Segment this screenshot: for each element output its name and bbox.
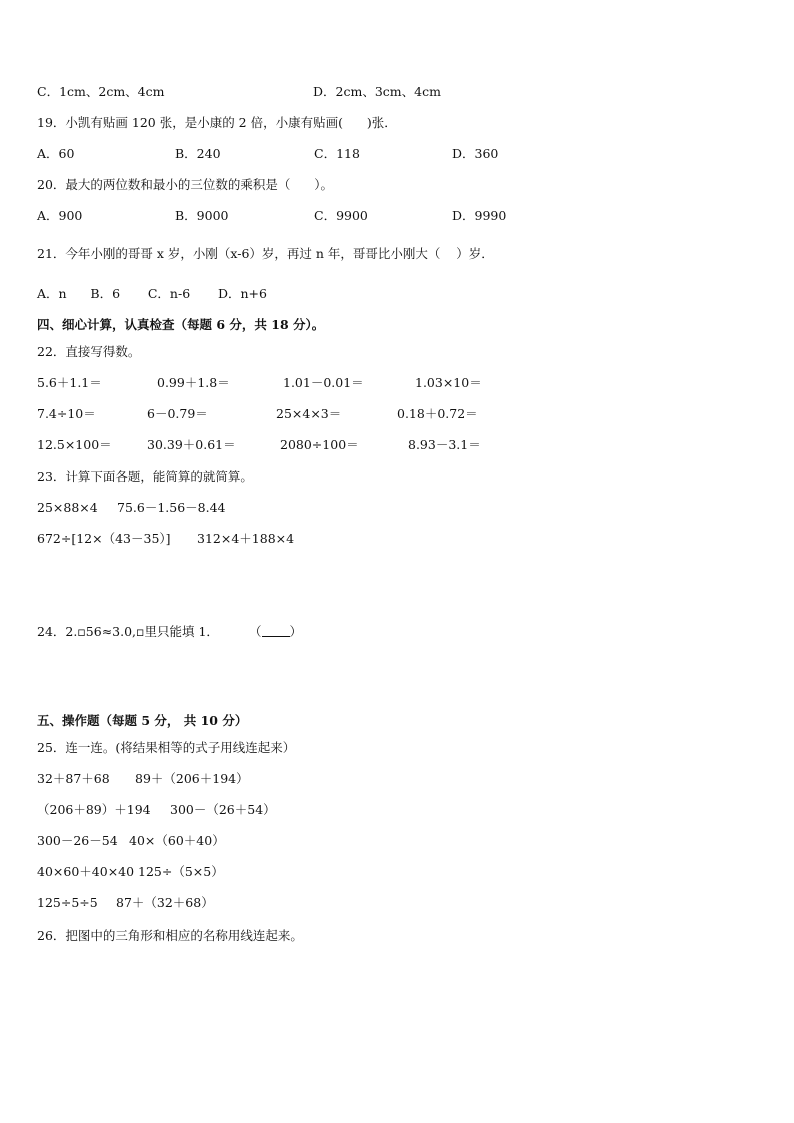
q23-item: 312×4＋188×4 [197,531,295,546]
q23-item: 25×88×4 [37,500,98,515]
q20-stem: 20．最大的两位数和最小的三位数的乘积是（ ）。 [37,177,333,192]
q21-options: A．n B．6 C．n-6 D．n+6 [37,286,267,301]
q19-option-d: D．360 [452,146,499,161]
q23-stem: 23．计算下面各题，能简算的就简算。 [37,469,253,484]
q24-paren-close: ） [289,624,303,639]
q23-item: 75.6－1.56－8.44 [117,500,226,515]
q20-option-d: D．9990 [452,208,507,223]
section4-heading: 四、细心计算，认真检查（每题 6 分，共 18 分）。 [37,317,325,332]
q25-left-expr: 125÷5÷5 [37,895,98,910]
q25-right-expr: 125÷（5×5） [138,864,224,879]
q22-item: 30.39＋0.61＝ [147,437,236,452]
q20-option-a: A．900 [37,208,83,223]
q24-answer-blank[interactable] [249,624,302,640]
q18-option-c: C．1cm、2cm、4cm [37,84,165,99]
q25-right-expr: 89＋（206＋194） [135,771,249,786]
q19-option-a: A．60 [37,146,75,161]
q22-item: 7.4÷10＝ [37,406,96,421]
section5-heading: 五、操作题（每题 5 分， 共 10 分） [37,713,248,728]
q20-option-b: B．9000 [175,208,229,223]
q22-item: 25×4×3＝ [276,406,342,421]
q25-left-expr: （206＋89）＋194 [37,802,151,817]
q25-left-expr: 40×60＋40×40 [37,864,135,879]
answer-underline [262,624,290,637]
q22-item: 1.01－0.01＝ [283,375,364,390]
q21-stem: 21．今年小刚的哥哥 x 岁，小刚（x-6）岁，再过 n 年，哥哥比小刚大（ ）岁． [37,246,494,261]
q25-right-expr: 300－（26＋54） [170,802,276,817]
q22-item: 12.5×100＝ [37,437,112,452]
q22-stem: 22．直接写得数。 [37,344,141,359]
q22-item: 0.99＋1.8＝ [157,375,230,390]
q22-item: 0.18＋0.72＝ [397,406,478,421]
q18-option-d: D．2cm、3cm、4cm [313,84,441,99]
q23-item: 672÷[12×（43－35）] [37,531,171,546]
q22-item: 6－0.79＝ [147,406,208,421]
q24-paren-open: （ [249,624,262,639]
q25-left-expr: 32＋87＋68 [37,771,110,786]
q20-option-c: C．9900 [314,208,368,223]
q25-stem: 25．连一连。(将结果相等的式子用线连起来） [37,740,296,755]
q26-stem: 26．把图中的三角形和相应的名称用线连起来。 [37,928,303,943]
q19-stem: 19．小凯有贴画 120 张，是小康的 2 倍，小康有贴画( )张． [37,115,397,130]
q25-right-expr: 40×（60＋40） [129,833,225,848]
q22-item: 2080÷100＝ [280,437,359,452]
q22-item: 5.6＋1.1＝ [37,375,102,390]
q25-right-expr: 87＋（32＋68） [116,895,214,910]
q22-item: 1.03×10＝ [415,375,482,390]
q24-stem: 24．2.▫56≈3.0,▫里只能填 1． [37,624,219,639]
q19-option-b: B．240 [175,146,221,161]
q22-item: 8.93－3.1＝ [408,437,481,452]
q25-left-expr: 300－26－54 [37,833,118,848]
q19-option-c: C．118 [314,146,360,161]
